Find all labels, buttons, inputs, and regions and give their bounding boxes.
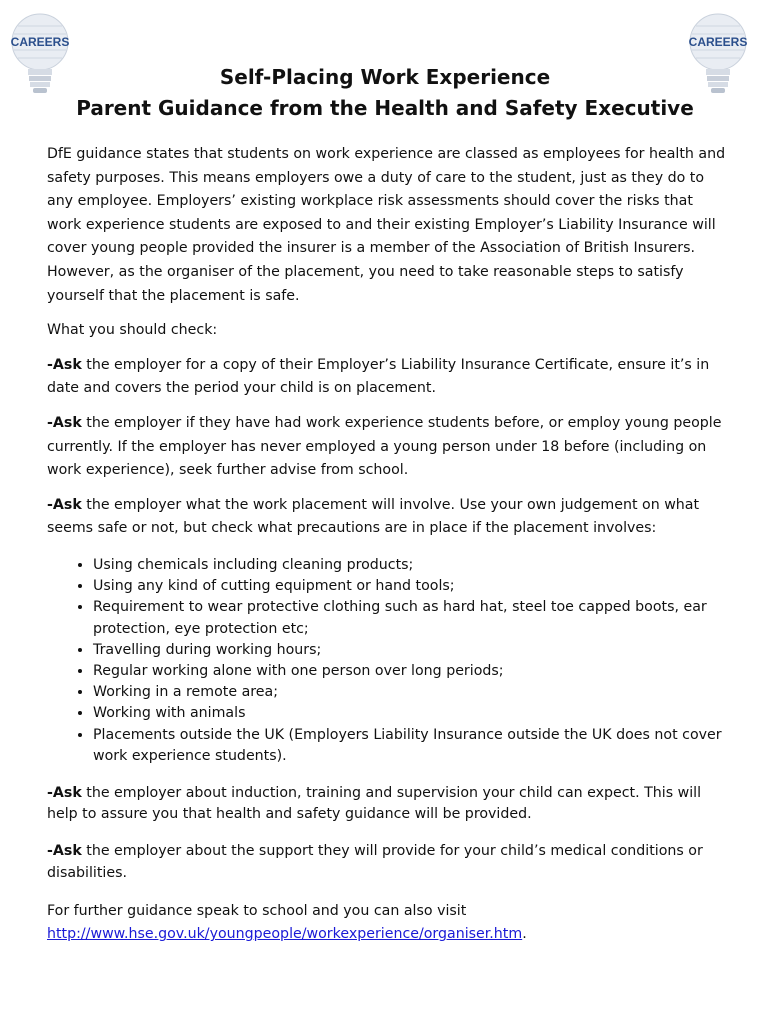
ask-induction-paragraph bbox=[47, 783, 731, 825]
intro-paragraph: DfE guidance states that students on work experience are classed as employees for health and safety purposes. This means employers owe a duty of care to the student, just as they do to any employee. Employers’ existing workplace risk assessments should cover the risks that work experience students are exposed to and their existing Employer’s Liability Insurance will cover young people provided the insurer is a member of the Association of British Insurers. However, as the organiser of the placement, you need to take reasonable steps to satisfy yourself that the placement is safe. bbox=[47, 146, 726, 304]
list-item: • Regular working alone with one person over long periods; bbox=[93, 661, 731, 682]
further-guidance-end: . bbox=[522, 926, 527, 943]
ask-label: -Ask bbox=[47, 496, 82, 513]
ask-induction-text: the employer about induction, training and supervision your child can expect. This will help to assure you that health and safety guidance will be provided. bbox=[47, 784, 702, 823]
ask-medical-paragraph bbox=[47, 841, 731, 883]
list-item: • Using any kind of cutting equipment or hand tools; bbox=[93, 576, 731, 597]
document-body bbox=[47, 143, 731, 958]
ask-insurance-text: the employer for a copy of their Employer’s Liability Insurance Certificate, ensure it’s in date and covers the period your child is on placement. bbox=[47, 356, 710, 397]
ask-label: -Ask bbox=[47, 414, 82, 431]
title-line-2: Parent Guidance from the Health and Safety Executive bbox=[76, 96, 694, 120]
list-item: • Working in a remote area; bbox=[93, 682, 731, 703]
precautions-list bbox=[47, 555, 731, 767]
list-item: • Travelling during working hours; bbox=[93, 640, 731, 661]
list-item: • Using chemicals including cleaning products; bbox=[93, 555, 731, 576]
list-item: • Requirement to wear protective clothing such as hard hat, steel toe capped boots, ear protection, eye protection etc; bbox=[93, 597, 731, 639]
title-line-1: Self-Placing Work Experience bbox=[219, 65, 551, 89]
logo-text: CAREERS bbox=[10, 35, 70, 49]
hse-link[interactable]: http://www.hse.gov.uk/youngpeople/workexperience/organiser.htm bbox=[47, 926, 523, 943]
ask-involvement-text: the employer what the work placement will involve. Use your own judgement on what seems safe or not, but check what precautions are in place if the placement involves: bbox=[47, 496, 700, 537]
ask-experience-paragraph bbox=[47, 412, 731, 483]
ask-label: -Ask bbox=[47, 784, 82, 801]
document-title bbox=[0, 62, 770, 124]
list-item: • Working with animals bbox=[93, 703, 731, 724]
ask-experience-text: the employer if they have had work experience students before, or employ young people currently. If the employer has never employed a young person under 18 before (including on work experience), seek further advise from school. bbox=[47, 414, 722, 479]
further-guidance-paragraph bbox=[47, 900, 731, 947]
further-guidance-text: For further guidance speak to school and you can also visit bbox=[47, 902, 467, 919]
ask-insurance-paragraph bbox=[47, 354, 731, 401]
ask-involvement-paragraph bbox=[47, 494, 731, 541]
ask-label: -Ask bbox=[47, 356, 82, 373]
ask-label: -Ask bbox=[47, 843, 82, 860]
ask-medical-text: the employer about the support they will provide for your child’s medical conditions or disabilities. bbox=[47, 843, 703, 881]
list-item: • Placements outside the UK (Employers Liability Insurance outside the UK does not cover work experience students). bbox=[93, 725, 731, 767]
check-heading: What you should check: bbox=[47, 322, 218, 339]
logo-text: CAREERS bbox=[688, 35, 748, 49]
